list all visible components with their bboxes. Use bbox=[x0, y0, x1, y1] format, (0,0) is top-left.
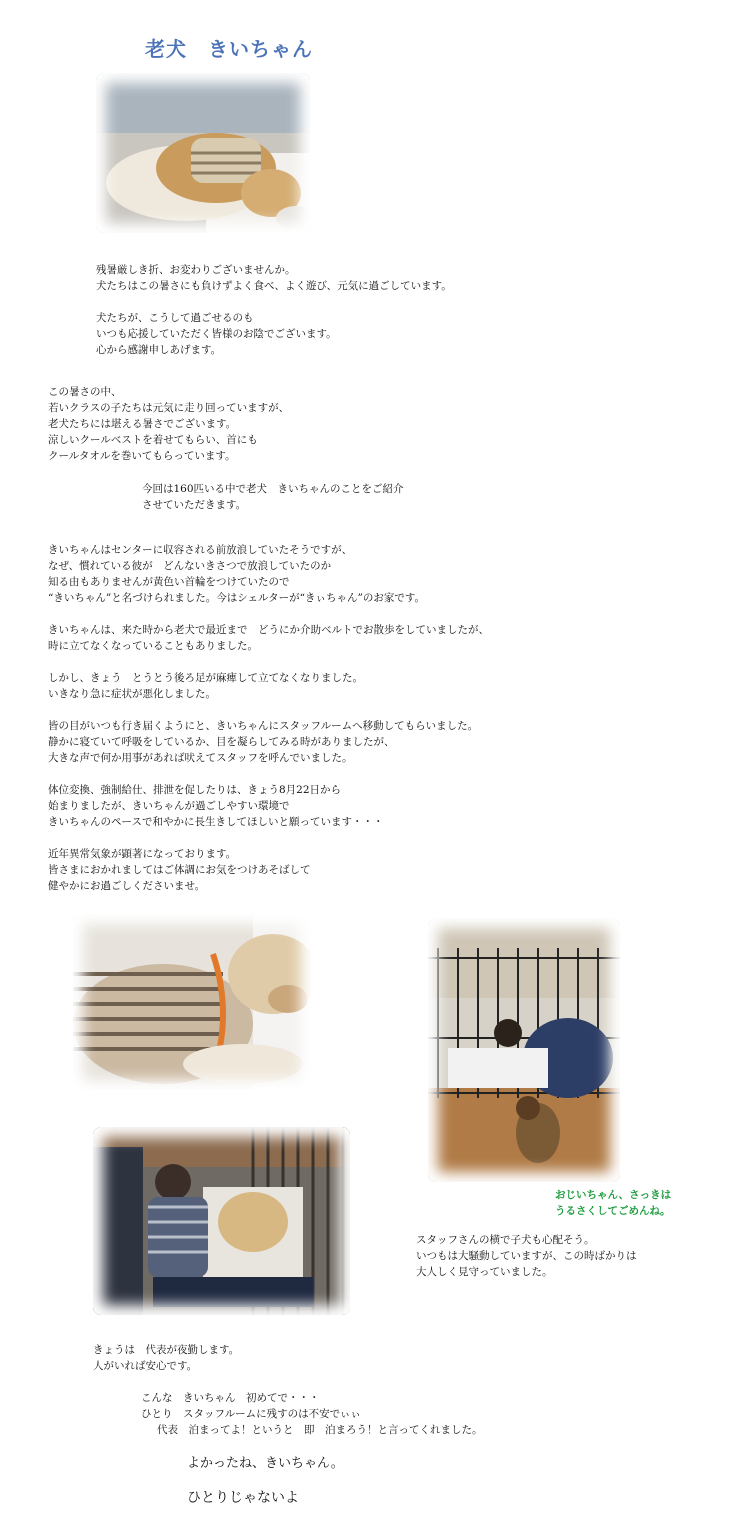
night-text-3: 代表 泊まってよ！というと 即 泊まろう！と言ってくれました。 bbox=[157, 1424, 483, 1436]
night-text-2: こんな きいちゃん 初めてで・・・ ひとり スタッフルームに残すのは不安でぃぃ bbox=[141, 1392, 361, 1420]
photo-kii-closeup bbox=[73, 914, 311, 1090]
photo-staff-puppy bbox=[428, 918, 620, 1182]
photo-kii-lying bbox=[96, 73, 310, 233]
photo-staff-kii bbox=[93, 1127, 350, 1315]
ending-text-2: ひとりじゃないよ bbox=[187, 1490, 299, 1506]
caption-staff: スタッフさんの横で子犬も心配そう。 いつもは大騒動していますが、この時ばかりは 大人しく見守っていました。 bbox=[416, 1234, 637, 1278]
intro-text: 残暑厳しき折、お変わりございませんか。 犬たちはこの暑さにも負けずよく食べ、よく遊び、元気に過ごしています。 犬たちが、こうして過ごせるのも いつも応援していただく皆様のお陰でございます。 心から感謝申しあげます。 bbox=[96, 264, 452, 356]
story-text: きいちゃんはセンターに収容される前放浪していたそうですが、 なぜ、慣れている彼が どんないきさつで放浪していたのか 知る由もありませんが黄色い首輪をつけていたので “きいちゃん”と名づけられました。今はシェルターが“きぃちゃん”のお家です。 きいちゃんは、来た時から老犬で最近まで どうにか介助ベルトでお散歩をしていましたが、 時に立てなくなっていることもありました。 しかし、きょう とうとう後ろ足が麻痺して立てなくなりました。 いきなり急に症状が悪化しました。 皆の目がいつも行き届くようにと、きいちゃんにスタッフルームへ移動してもらいました。 静かに寝ていて呼吸をしているか、目を凝らしてみる時がありましたが、 大きな声で何か用事があれば吠えてスタッフを呼んでいました。 体位変換、強制給仕、排泄を促したりは、きょう8月22日から 始まりましたが、きいちゃんが過ごしやすい環境で きいちゃんのペースで和やかに長生きしてほしいと願っています・・・ 近年異常気象が顕著になっております。 皆さまにおかれましてはご体調にお気をつけあそばして 健やかにお過ごしくださいませ。 bbox=[48, 544, 489, 892]
heat-text: この暑さの中、 若いクラスの子たちは元気に走り回っていますが、 老犬たちには堪える暑さでございます。 涼しいクールベストを着せてもらい、首にも クールタオルを巻いてもらっています。 bbox=[48, 386, 290, 462]
caption-puppy-green: おじいちゃん、さっきは うるさくしてごめんね。 bbox=[555, 1189, 672, 1217]
ending-text-1: よかったね、きいちゃん。 bbox=[187, 1456, 344, 1471]
page-title: 老犬 きいちゃん bbox=[145, 37, 313, 61]
introduce-text: 今回は160匹いる中で老犬 きいちゃんのことをご紹介 させていただきます。 bbox=[142, 483, 404, 511]
night-text-1: きょうは 代表が夜勤します。 人がいれば安心です。 bbox=[93, 1344, 240, 1372]
